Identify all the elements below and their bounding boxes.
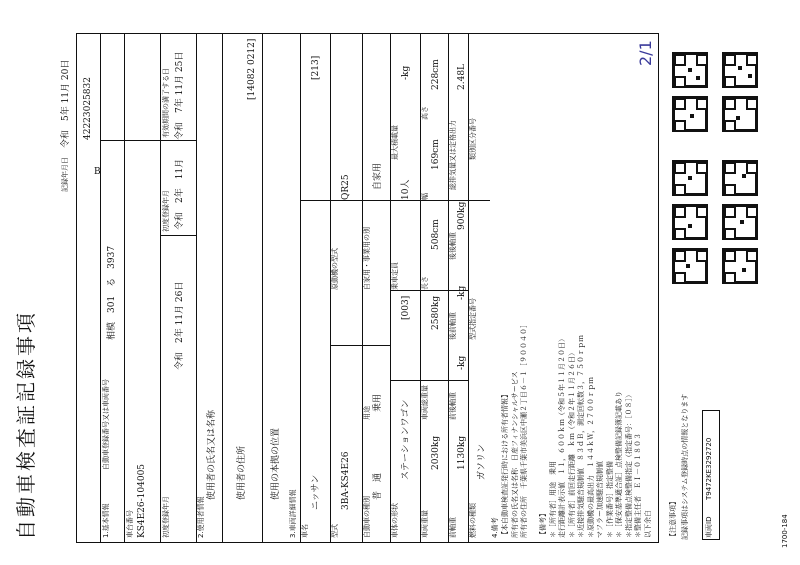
section-basic: 1.基本情報 [102, 503, 110, 538]
doc-number: 42223025832 [83, 77, 93, 140]
divider [222, 33, 223, 543]
make: ニッサン [311, 474, 321, 510]
qr-code-icon [722, 204, 758, 240]
section-vehicle: 3.車両詳細情報 [289, 489, 297, 538]
divider [468, 33, 469, 543]
page-mark: 2/1 [636, 40, 655, 66]
rr-axle-label: 後後軸重 [449, 232, 457, 260]
use-label: 用途 [363, 406, 371, 420]
remark-line: 【備考】 [539, 510, 547, 538]
record-date-label: 記録年月日 [61, 157, 69, 192]
divider [448, 33, 449, 543]
fr-axle: -kg [457, 355, 467, 370]
length-label: 長さ [421, 276, 429, 290]
body-code: [003] [401, 295, 411, 320]
displacement-label: 総排気量又は定格出力 [449, 120, 457, 190]
remark-line: 所有者の住所 千葉県千葉市美浜区中瀬２丁目６－１［９００４０］ [520, 321, 528, 538]
qr-code-icon [722, 96, 758, 132]
record-date: 令和 5年 11月 20日 [61, 59, 71, 148]
remark-line: ＊近接排気騒音規制値 ８３ｄＢ，測定回転数３，７５０ｒｐｍ [577, 335, 585, 538]
rr-axle: 900kg [457, 201, 467, 230]
notes-heading: 【注意事項】 [669, 498, 677, 540]
notes-line: 記録事項はシステム登録時点の情報となります [681, 393, 689, 540]
divider [100, 140, 196, 141]
purpose-label: 自家用・事業用の別 [363, 227, 371, 290]
qr-code-icon [722, 160, 758, 196]
user-name-label: 使用者の氏名又は名称 [207, 409, 217, 500]
vehicle-id-label: 車両ID [705, 516, 713, 538]
divider [196, 33, 197, 543]
inspect-label: 初度登録年月 [162, 190, 170, 232]
engine-model: QR25 [341, 174, 351, 200]
b-label: B [94, 167, 101, 177]
section-remarks: 4.備考 [491, 517, 499, 538]
remark-line: 走行距離計表示値 １１，６００ｋｍ（令和５年１１月２０日） [558, 335, 566, 538]
front-axle-label: 前軸重 [449, 517, 457, 538]
remark-line: ＊［保安基準適合証］点検整備記録簿記載あり [615, 391, 623, 538]
first-reg: 令和 2年 11月 26日 [175, 281, 185, 370]
kind: 普 通 [373, 472, 383, 500]
qr-code-icon [672, 204, 708, 240]
remark-line: ＊整備主任者 ＥＩ－０１８０３ [634, 433, 642, 538]
rear-axle-label: 後前軸重 [449, 312, 457, 340]
remark-line: ＊指定整備点検整備指定（指定番号：［０８］） [624, 391, 633, 538]
fr-axle-label: 前後軸重 [449, 392, 457, 420]
height: 228cm [431, 59, 441, 90]
qr-code-icon [672, 248, 708, 284]
remark-line: 以下余白 [643, 510, 652, 538]
user-address-label: 使用者の住所 [237, 445, 247, 500]
use: 乗用 [373, 393, 383, 412]
divider [300, 33, 301, 543]
qr-code-icon [672, 52, 708, 88]
inspect: 令和 2年 11月 [175, 158, 185, 230]
max-load-label: 最大積載量 [391, 125, 399, 160]
rear-axle: -kg [457, 285, 467, 300]
divider [160, 33, 161, 543]
width-label: 幅 [421, 193, 429, 200]
divider [330, 345, 390, 346]
body-label: 車体の形状 [391, 503, 399, 538]
remark-line: 【本自動車検査証発行時における所有者情報】 [501, 391, 509, 538]
capacity: 10人 [401, 179, 411, 200]
height-label: 高さ [421, 106, 429, 120]
remark-line: ＊［所有者］前回走行距離 ｋｍ（令和２年１１月２６日） [567, 349, 576, 538]
reg-no-label: 自動車登録番号又は車両番号 [102, 379, 110, 470]
make-label: 車名 [301, 524, 309, 538]
engine-model-label: 原動機の型式 [331, 248, 339, 290]
form-number: 1700-184 [781, 514, 789, 548]
gross: 2580kg [431, 295, 441, 330]
first-reg-label: 初度登録年月 [162, 496, 170, 538]
expiry-label: 有効期間の満了する日 [162, 68, 170, 138]
model-label: 型式 [331, 524, 339, 538]
user-code: [14082 0212] [247, 38, 257, 100]
make-code: [213] [311, 55, 321, 80]
qr-code-icon [672, 160, 708, 196]
remark-line: ＊［作業番号］指定整備 [605, 461, 614, 538]
fuel: ガソリン [477, 443, 487, 480]
capacity-label: 乗車定員 [391, 262, 399, 290]
vehicle-id: T9472KE3292720 [705, 437, 713, 500]
qr-code-icon [722, 52, 758, 88]
length: 508cm [431, 219, 441, 250]
width: 169cm [431, 139, 441, 170]
divider [160, 235, 196, 236]
reg-no: 相模 301 る 3937 [107, 245, 117, 340]
remark-line: ＊原動機の最高出力 １４４ｋＷ，２７００ｒｐｍ [586, 377, 595, 538]
weight: 2030kg [431, 435, 441, 470]
model: 3BA-KS4E26 [341, 451, 351, 510]
chassis: KS4E26-104005 [137, 463, 147, 538]
purpose: 自家用 [373, 162, 383, 190]
max-load: -kg [401, 65, 411, 80]
fuel-label: 燃料の種類 [469, 503, 477, 538]
body: ステーションワゴン [401, 399, 411, 480]
remark-line: 所有者の氏名又は名称 日産フィナンシャルサービス [510, 371, 519, 538]
displacement: 2.48L [457, 63, 467, 90]
qr-code-icon [672, 96, 708, 132]
chassis-label: 車台番号 [126, 510, 134, 538]
kind-label: 自動車の種別 [363, 496, 371, 538]
weight-label: 車両重量 [421, 510, 429, 538]
divider [100, 33, 101, 543]
divider [390, 380, 468, 381]
expiry: 令和 7年 11月 25日 [175, 51, 185, 140]
gross-label: 車両総重量 [421, 385, 429, 420]
remark-line: ＊［所有者］用途 乗用 [548, 461, 557, 538]
base-location-label: 使用の本拠の位置 [271, 427, 281, 500]
type-no-label: 型式指定番号 [469, 298, 477, 340]
divider [262, 33, 263, 543]
class-no-label: 類別区分番号 [469, 118, 477, 160]
divider [124, 33, 125, 543]
remark-line: マフラー加速騒音規制値 [596, 454, 604, 538]
section-user: 2.使用者情報 [197, 496, 205, 538]
front-axle: 1130kg [457, 435, 467, 470]
qr-code-icon [722, 248, 758, 284]
page-title: 自動車検査証記録事項 [14, 310, 38, 540]
